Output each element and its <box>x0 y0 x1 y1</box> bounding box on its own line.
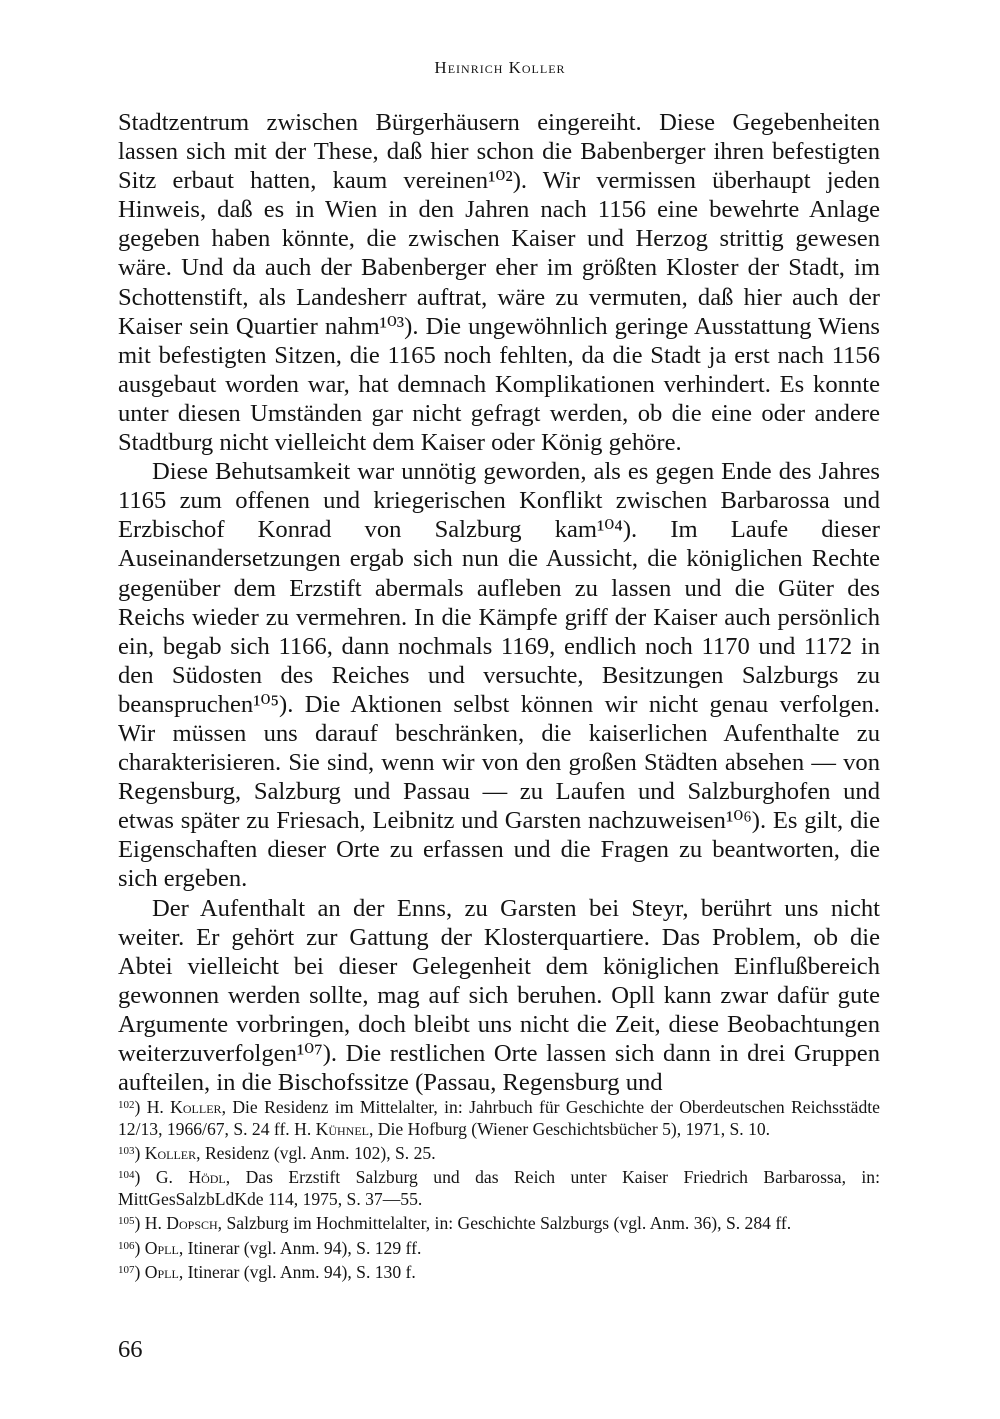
footnote-text: , Itinerar (vgl. Anm. 94), S. 130 f. <box>178 1261 416 1282</box>
paragraph-1: Stadtzentrum zwischen Bürgerhäusern eingereiht. Diese Gegebenheiten lassen sich mit der These, daß hier schon die Babenberger ihren befestigten Sitz erbaut hatten, kaum vereinen¹⁰²). Wir vermissen überhaupt jeden Hinweis, daß es in Wien in den Jahren nach 1156 eine bewehrte Anlage gegeben haben könnte, die zwischen Kaiser und Herzog strittig gewesen wäre. Und da auch der Babenberger eher im größten Kloster der Stadt, im Schottenstift, als Landesherr auftrat, wäre zu vermuten, daß hier auch der Kaiser sein Quartier nahm¹⁰³). Die ungewöhnlich geringe Ausstattung Wiens mit befestigten Sitzen, die 1165 noch fehlten, da die Stadt ja erst nach 1156 ausgebaut worden war, hat demnach Komplikationen verhindert. Es konnte unter diesen Umständen gar nicht gefragt werden, ob die eine oder andere Stadtburg nicht vielleicht dem Kaiser oder König gehöre. <box>118 109 880 457</box>
footnote-number: 105 <box>118 1215 135 1228</box>
footnote-text: , Salzburg im Hochmittelalter, in: Geschichte Salzburgs (vgl. Anm. 36), S. 284 ff. <box>217 1213 792 1234</box>
footnote-text: , Das Erzstift Salzburg und das Reich unter Kaiser Friedrich Barbarossa, in: MittGesSalzbLdKde 114, 1975, S. 37—55. <box>118 1167 880 1210</box>
footnote-107: $^{107}$) Opll, Itinerar (vgl. Anm. 94), S. 130 f. <box>118 1261 416 1282</box>
running-head: Heinrich Koller <box>434 58 566 77</box>
footnote-text: , Die Residenz im Mittelalter, in: Jahrbuch für Geschichte der Oberdeutschen Reichsstädte 12/13, 1966/67, S. 24 ff. H. <box>118 1097 880 1140</box>
footnotes <box>118 1094 880 1283</box>
footnote-number: 107 <box>118 1263 135 1276</box>
paragraph-2: Diese Behutsamkeit war unnötig geworden, als es gegen Ende des Jahres 1165 zum offenen und kriegerischen Konflikt zwischen Barbarossa und Erzbischof Konrad von Salzburg kam¹⁰⁴). Im Laufe dieser Auseinandersetzungen ergab sich nun die Aussicht, die königlichen Rechte gegenüber dem Erzstift abermals aufleben zu lassen und die Güter des Reichs wieder zu vermehren. In die Kämpfe griff der Kaiser auch persönlich ein, begab sich 1166, dann nochmals 1169, endlich noch 1170 und 1172 in den Südosten des Reiches und versuchte, Besitzungen Salzburgs zu beanspruchen¹⁰⁵). Die Aktionen selbst können wir nicht genau verfolgen. Wir müssen uns darauf beschränken, die kaiserlichen Aufenthalte zu charakterisieren. Sie sind, wenn wir von den großen Städten absehen — von Regensburg, Salzburg und Passau — zu Laufen und Salzburghofen und etwas später zu Friesach, Leibnitz und Garsten nachzuweisen¹⁰⁶). Es gilt, die Eigenschaften dieser Orte zu erfassen und die Fragen zu beantworten, die sich ergeben. <box>118 458 880 893</box>
footnote-103: $^{103}$) Koller, Residenz (vgl. Anm. 102), S. 25. <box>118 1143 436 1164</box>
footnote-text: , Residenz (vgl. Anm. 102), S. 25. <box>196 1143 436 1164</box>
footnote-105: $^{105}$) H. Dopsch, Salzburg im Hochmittelalter, in: Geschichte Salzburgs (vgl. Anm. 36), S. 284 ff. <box>118 1213 792 1234</box>
main-text <box>118 108 880 1097</box>
footnote-number: 102 <box>118 1099 135 1111</box>
footnote-number: 106 <box>118 1239 135 1252</box>
footnote-106: $^{106}$) Opll, Itinerar (vgl. Anm. 94), S. 129 ff. <box>118 1237 422 1258</box>
footnote-104: $^{104}$) G. Hödl, Das Erzstift Salzburg und das Reich unter Kaiser Friedrich Barbarossa, in: MittGesSalzbLdKde 114, 1975, S. 37—55. <box>118 1167 880 1210</box>
page-number: 66 <box>118 1336 143 1363</box>
footnote-author: H. Koller <box>146 1097 222 1117</box>
footnote-author: Koller <box>144 1143 197 1164</box>
footnote-number: 103 <box>118 1145 135 1158</box>
footnote-author: Opll <box>144 1237 179 1258</box>
footnote-number: 104 <box>118 1169 135 1182</box>
footnote-text: , Itinerar (vgl. Anm. 94), S. 129 ff. <box>178 1237 422 1258</box>
footnote-author: Opll <box>144 1261 179 1282</box>
paragraph-3: Der Aufenthalt an der Enns, zu Garsten bei Steyr, berührt uns nicht weiter. Er gehört zur Gattung der Klosterquartiere. Das Problem, ob die Abtei vielleicht bei dieser Gelegenheit dem königlichen Einflußbereich gewonnen werden sollte, mag auf sich beruhen. Opll kann zwar dafür gute Argumente vorbringen, doch bleibt uns nicht die Zeit, diese Beobachtungen weiterzuverfolgen¹⁰⁷). Die restlichen Orte lassen sich dann in drei Gruppen aufteilen, in die Bischofssitze (Passau, Regensburg und <box>118 894 880 1097</box>
footnote-author: G. Hödl <box>155 1167 226 1188</box>
footnote-author: Kühnel <box>315 1119 369 1140</box>
footnote-102: $^{102}$) H. Koller, Die Residenz im Mittelalter, in: Jahrbuch für Geschichte der Oberdeutschen Reichsstädte 12/13, 1966/67, S. 24 ff. H. Kühnel, Die Hofburg (Wiener Geschichtsbücher 5), 1971, S. 10. <box>118 1097 880 1140</box>
footnote-text: , Die Hofburg (Wiener Geschichtsbücher 5), 1971, S. 10. <box>369 1119 771 1140</box>
footnote-author: H. Dopsch <box>144 1213 218 1234</box>
